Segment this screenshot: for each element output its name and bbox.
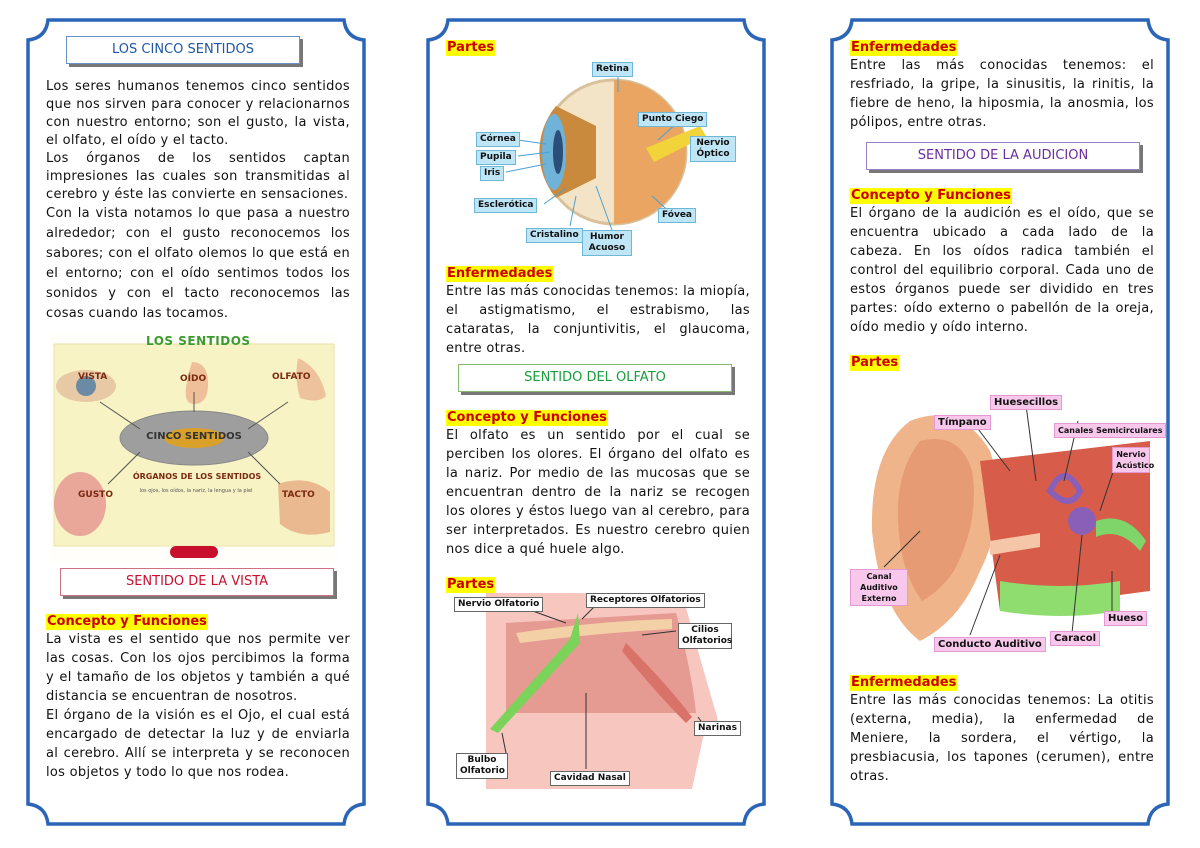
intro-paragraph-1: Los seres humanos tenemos cinco sentidos que nos sirven para conocer y relacionarnos con nuestro entorno; son el gusto, la vista, el olfato, el oído y el tacto. [46,79,350,148]
concepto-label: Concepto y Funciones [47,614,207,629]
section-title-vista: SENTIDO DE LA VISTA [60,568,334,596]
poster-title: LOS SENTIDOS [146,334,251,348]
eye-label-cristalino: Cristalino [526,228,583,243]
eye-label-cornea: Córnea [476,132,520,147]
enfermedades-label: Enfermedades [447,266,553,281]
poster-organs-sub: los ojos, los oídos, la nariz, la lengua y la piel [139,488,253,494]
nose-label-cavidad: Cavidad Nasal [550,771,630,786]
partes-label-2: Partes [447,577,495,592]
senses-poster-art [50,334,338,562]
ear-label-timpano: Tímpano [934,415,991,430]
panel-1 [26,18,366,826]
eye-label-humor-acuoso: Humor Acuoso [582,230,632,256]
nose-label-bulbo: Bulbo Olfatorio [456,753,508,779]
eye-label-fovea: Fóvea [658,208,696,223]
enfermedades-olfato-text: Entre las más conocidas tenemos: el resfriado, la gripe, la sinusitis, la rinitis, la fiebre de heno, la hiposmia, la anosmia, los pólipos, entre otras. [850,58,1154,130]
ear-label-caracol: Caracol [1050,631,1100,646]
vista-paragraph-1: La vista es el sentido que nos permite ver las cosas. Con los ojos percibimos la forma y el tamaño de los objetos y también a qué distancia se encuentran de nosotros. [46,632,350,704]
panel-2 [426,18,766,826]
eye-diagram [446,56,746,258]
ear-label-conducto: Conducto Auditivo [934,637,1046,652]
eye-label-esclerotica: Esclerótica [474,198,537,213]
audicion-text: El órgano de la audición es el oído, que se encuentra ubicado a cada lado de la cabeza. En los oídos radica también el control del equilibrio corporal. Cada uno de estos órganos puede ser dividido en tres partes: oído externo o pabellón de la oreja, oído medio y oído interno. [850,206,1154,335]
eye-label-pupila: Pupila [476,150,516,165]
eye-label-retina: Retina [592,62,633,77]
poster-label-oido: OÍDO [180,374,207,384]
section-title-audicion: SENTIDO DE LA AUDICION [866,142,1140,170]
partes-label: Partes [851,355,899,370]
intro-paragraph-2: Los órganos de los sentidos captan impresiones las cuales son transmitidas al cerebro y éste las convierte en sensaciones. [46,151,350,202]
panel-3 [830,18,1170,826]
poster-label-vista: VISTA [78,372,108,382]
olfato-text: El olfato es un sentido por el cual se perciben los olores. El órgano del olfato es la nariz. Por medio de las mucosas que se encuentran dentro de la nariz se recogen los olores y éstos luego van al cerebro, para ser interpretados. Es nuestro cerebro quien nos dice a qué huele algo. [446,428,750,557]
eye-label-punto-ciego: Punto Ciego [638,112,707,127]
section-title-olfato: SENTIDO DEL OLFATO [458,364,732,392]
ear-label-hueso: Hueso [1104,611,1147,626]
poster-center-label: CINCO SENTIDOS [146,431,242,442]
vista-paragraph-2: El órgano de la visión es el Ojo, el cual está encargado de detectar la luz y de enviarla al cerebro. Allí se interpreta y se reconocen los objetos y todo lo que nos rodea. [46,708,350,780]
nose-label-cilios: Cilios Olfatorios [678,623,732,649]
poster-label-olfato: OLFATO [272,372,311,382]
poster-label-gusto: GUSTO [78,490,113,500]
enfermedades-label-2: Enfermedades [851,675,957,690]
nose-label-receptores: Receptores Olfatorios [586,593,705,608]
ear-label-canal: Canal Auditivo Externo [850,569,908,606]
ear-label-nervio: Nervio Acústico [1112,447,1150,473]
ear-label-canales: Canales Semicirculares [1054,423,1166,438]
eye-label-nervio-optico: Nervio Óptico [690,136,736,162]
senses-poster [50,334,338,562]
eye-label-iris: Iris [480,166,504,181]
poster-label-tacto: TACTO [282,490,315,500]
ear-diagram [850,371,1163,667]
enfermedades-oido-text: Entre las más conocidas tenemos: La otitis (externa, media), la enfermedad de Meniere, la sordera, el vértigo, la presbiacusia, los tapones (cerumen), entre otras. [850,693,1154,784]
poster-organs-label: ÓRGANOS DE LOS SENTIDOS [132,472,262,481]
ear-label-huesecillos: Huesecillos [990,395,1062,410]
nose-label-nervio: Nervio Olfatorio [454,597,543,612]
enfermedades-label: Enfermedades [851,40,957,55]
concepto-label: Concepto y Funciones [447,410,607,425]
nose-label-narinas: Narinas [694,721,741,736]
page-title: LOS CINCO SENTIDOS [66,36,300,64]
nose-diagram [446,593,746,789]
partes-label: Partes [447,40,495,55]
concepto-label: Concepto y Funciones [851,188,1011,203]
enfermedades-vista-text: Entre las más conocidas tenemos: la miopía, el astigmatismo, el estrabismo, las cataratas, la conjuntivitis, el glaucoma, entre otras. [446,284,750,356]
intro-paragraph-3: Con la vista notamos lo que pasa a nuestro alrededor; con el gusto reconocemos los sabores; con el olfato olemos lo que está en el entorno; con el oído sentimos todos los sonidos y con el tacto reconocemos las cosas cuando las tocamos. [46,206,350,321]
